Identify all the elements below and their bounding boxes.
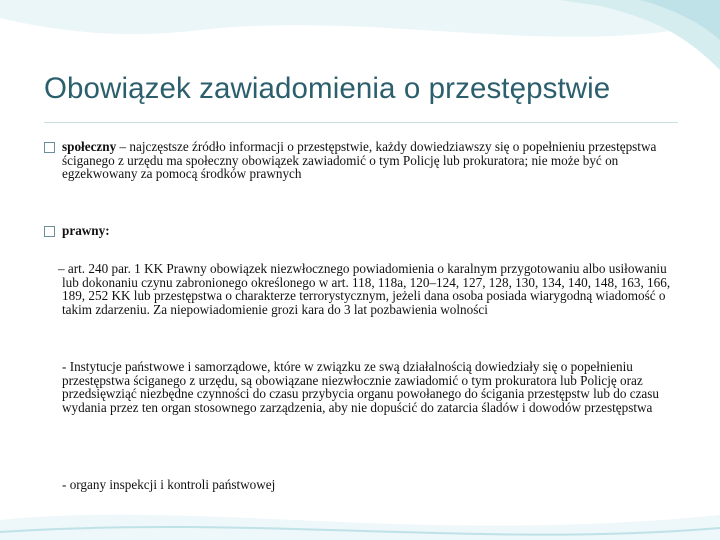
paragraph-text: - organy inspekcji i kontroli państwowej	[62, 477, 276, 492]
bullet-label: społeczny	[62, 139, 117, 154]
title-divider	[44, 122, 678, 123]
paragraph-art-240	[58, 262, 680, 316]
page-title: Obowiązek zawiadomienia o przestępstwie	[44, 72, 611, 105]
bullet-description: – najczęstsze źródło informacji o przestępstwie, każdy dowiedziawszy się o popełnieniu przestępstwa ściganego z urzędu ma społeczny obowiązek zawiadomić o tym Policję lub prokuratora; nie może być on egzekwowany za pomocą środków prawnych	[62, 139, 657, 182]
paragraph-instytucje	[62, 360, 674, 414]
paragraph-text: – art. 240 par. 1 KK Prawny obowiązek niezwłocznego powiadomienia o karalnym przygotowaniu albo usiłowaniu lub dokonaniu czynu zabronionego określonego w art. 118, 118a, 120–124, 127, 128, 130, 134, 140, 148, 163, 166, 189, 252 KK lub przestępstwa o charakterze terrorystycznym, jeżeli dana osoba posiada wiarygodną wiadomość o takim zdarzeniu. Za niepowiadomienie grozi kara do 3 lat pozbawienia wolności	[58, 261, 671, 317]
checkbox-bullet-icon	[44, 142, 55, 153]
bullet-label: prawny:	[62, 223, 110, 238]
paragraph-text: - Instytucje państwowe i samorządowe, które w związku ze swą działalnością dowiedziały się o popełnieniu przestępstwa ściganego z urzędu, są obowiązane niezwłocznie zawiadomić o tym prokuratora lub Policję oraz przedsięwziąć niezbędne czynności do czasu przybycia organu powołanego do ścigania przestępstw lub do czasu wydania przez ten organ stosownego zarządzenia, aby nie dopuścić do zatarcia śladów i dowodów przestępstwa	[62, 359, 659, 415]
bullet-text	[62, 224, 110, 238]
paragraph-organy	[62, 478, 662, 492]
bullet-text	[62, 140, 662, 181]
checkbox-bullet-icon	[44, 226, 55, 237]
